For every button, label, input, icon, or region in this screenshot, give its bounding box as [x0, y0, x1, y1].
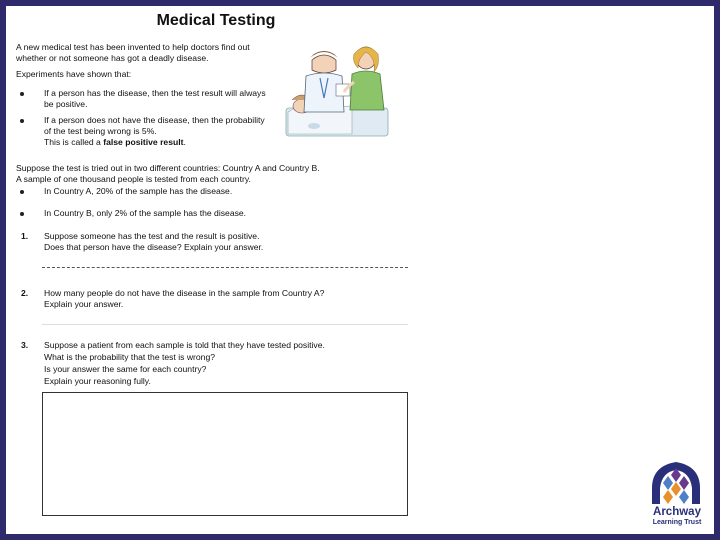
bullet-icon: [20, 119, 24, 123]
question-3-line-1: Suppose a patient from each sample is told that they have tested positive.: [44, 340, 325, 350]
question-3-line-3: Is your answer the same for each country?: [44, 364, 207, 374]
country-b-fact: In Country B, only 2% of the sample has the disease.: [44, 208, 247, 218]
page-title: Medical Testing: [156, 12, 276, 29]
intro-line-1: A new medical test has been invented to help doctors find out: [16, 42, 250, 52]
bullet-icon: [20, 190, 24, 194]
fact-2-line-3: This is called a false positive result.: [44, 137, 186, 147]
experiments-heading: Experiments have shown that:: [16, 69, 132, 79]
question-3-line-4: Explain your reasoning fully.: [44, 376, 151, 386]
answer-line-1[interactable]: [42, 267, 408, 268]
worksheet-page: [6, 6, 714, 534]
question-1-line-1: Suppose someone has the test and the result is positive.: [44, 231, 260, 241]
fact-2-line-2: of the test being wrong is 5%.: [44, 126, 157, 136]
fact-2-line-1: If a person does not have the disease, then the probability: [44, 115, 265, 125]
logo-subtitle: Learning Trust: [652, 519, 702, 526]
question-3-number: 3.: [21, 340, 29, 350]
bullet-icon: [20, 92, 24, 96]
logo-name: Archway: [653, 506, 701, 518]
setup-line-2: A sample of one thousand people is tested from each country.: [16, 174, 251, 184]
doctor-nurse-patient-illustration: [282, 42, 392, 140]
country-a-fact: In Country A, 20% of the sample has the disease.: [44, 186, 233, 196]
answer-line-2[interactable]: [42, 324, 408, 325]
bullet-icon: [20, 212, 24, 216]
fact-1-line-2: be positive.: [44, 99, 88, 109]
question-2-number: 2.: [21, 288, 29, 298]
intro-line-2: whether or not someone has got a deadly disease.: [16, 53, 209, 63]
setup-line-1: Suppose the test is tried out in two different countries: Country A and Country B.: [16, 163, 320, 173]
question-2-line-2: Explain your answer.: [44, 299, 124, 309]
question-1-number: 1.: [21, 231, 29, 241]
false-positive-term: false positive result: [103, 137, 184, 147]
answer-box-3[interactable]: [42, 392, 408, 516]
question-2-line-1: How many people do not have the disease in the sample from Country A?: [44, 288, 325, 298]
question-3-line-2: What is the probability that the test is wrong?: [44, 352, 216, 362]
question-1-line-2: Does that person have the disease? Explain your answer.: [44, 242, 264, 252]
fact-1-line-1: If a person has the disease, then the test result will always: [44, 88, 266, 98]
